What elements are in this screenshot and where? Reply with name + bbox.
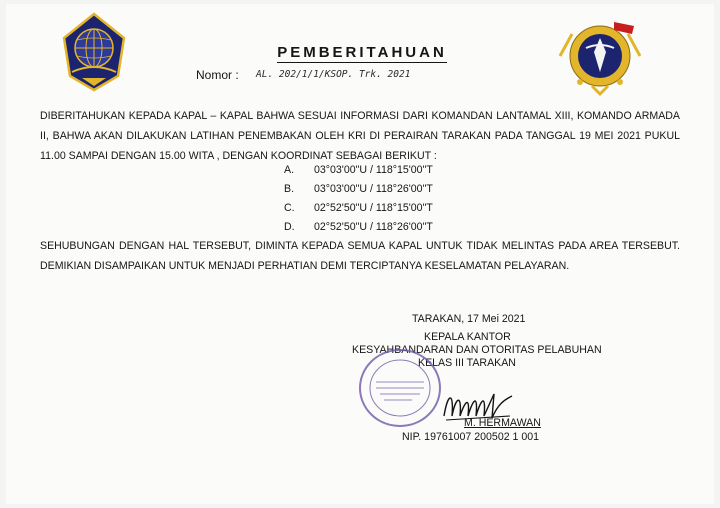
office-name: KESYAHBANDARAN DAN OTORITAS PELABUHAN — [352, 344, 602, 356]
coordinate-item: D. 02°52'50"U / 118°26'00"T — [284, 221, 433, 233]
coordinate-list — [284, 164, 433, 240]
notice-paragraph: DIBERITAHUKAN KEPADA KAPAL – KAPAL BAHWA SESUAI INFORMASI DARI KOMANDAN LANTAMAL XIII, KOMANDO ARMADA II, BAHWA AKAN DILAKUKAN LATIHAN PENEMBAKAN OLEH KRI DI PERAIRAN TARAKAN PADA TANGGAL 19 MEI 2021 PUKUL 11.00 SAMPAI DENGAN 15.00 WITA , DENGAN KOORDINAT SEBAGAI BERIKUT : — [40, 110, 680, 162]
closing-paragraph: SEHUBUNGAN DENGAN HAL TERSEBUT, DIMINTA KEPADA SEMUA KAPAL UNTUK TIDAK MELINTAS PADA AREA TERSEBUT. DEMIKIAN DISAMPAIKAN UNTUK MENJADI PERHATIAN DEMI TERCIPTANYA KESELAMATAN PELAYARAN. — [40, 240, 680, 272]
position-title: KEPALA KANTOR — [424, 331, 511, 343]
official-nip: NIP. 19761007 200502 1 001 — [402, 431, 540, 443]
coordinate-item: C. 02°52'50"U / 118°15'00"T — [284, 202, 433, 214]
reference-number — [196, 68, 411, 82]
official-name: M. HERMAWAN — [464, 417, 541, 429]
place-and-date: TARAKAN, 17 Mei 2021 — [412, 313, 526, 325]
coordinate-item: A. 03°03'00"U / 118°15'00"T — [284, 164, 433, 176]
nomor-value: AL. 202/1/1/KSOP. Trk. 2021 — [256, 69, 411, 80]
coordinate-item: B. 03°03'00"U / 118°26'00"T — [284, 183, 433, 195]
nomor-label: Nomor : — [196, 68, 239, 82]
office-class: KELAS III TARAKAN — [418, 357, 516, 369]
document-title: PEMBERITAHUAN — [277, 44, 447, 61]
